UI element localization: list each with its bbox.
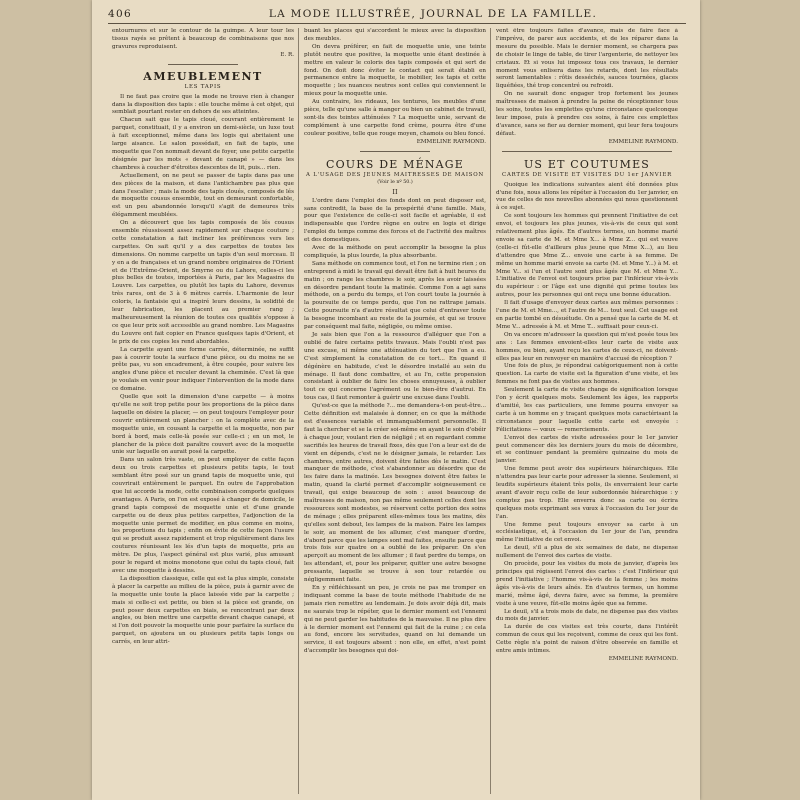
paragraph: Je sais bien que l'on a la ressource d'alléguer que l'on a oublié de faire certains petits travaux. Mais l'oubli n'est pas une excuse, ni même une atténuation du tort que l'on a eu. C'est simplement la constatation de ce tort... En quand il dégénère en habitude, c'est le désordre installé au sein du ménage. Il faut donc combattre, et au l'n, cette propension consistant à oublier de faire les choses ennuyeuses, à oublier tout ce qui concerne l'agrément ou le bien-être d'autrui. En tous cas, il faut remonter à guérir une excuse dans l'oubli. xyxy=(304,332,486,402)
author-signature: EMMELINE RAYMOND. xyxy=(608,655,678,662)
section-title-ameublement: AMEUBLEMENT xyxy=(143,69,263,83)
column-middle xyxy=(304,28,486,794)
paragraph: Quoique les indications suivantes aient été données plus d'une fois, nous allons les répéter à l'occasion du 1er janvier, en vue de celles de nos nouvelles abonnées qui nous questionnent à ce sujet. xyxy=(496,181,678,212)
paragraph: La durée de ces visites est très courte, dans l'intérêt commun de ceux qui les reçoivent, comme de ceux qui les font. Cette règle n'a point de raison d'être observée en famille et entre amis intimes. xyxy=(496,624,678,655)
paragraph: Seulement la carte de visite change de signification lorsque l'on y écrit quelques mots. Seulement les âges, les rapports d'amitié, les cas particuliers, une femme pourra envoyer sa carte à un homme en y traçant quelques mots caractérisant la circonstance pour laquelle cette carte est envoyée : Félicitations — vœux — remerciements. xyxy=(496,387,678,433)
paragraph: Actuellement, on ne peut se passer de tapis dans pas une des pièces de la maison, et dans l'antichambre pas plus que dans l'escalier ; mais la mode des tapis cloués, composés de lés de moquette cousus ensemble, tout en demeurant confortable, est un peu abandonnée lorsqu'il s'agit de demeures très élégamment meublées. xyxy=(112,172,294,219)
author-signature: EMMELINE RAYMOND. xyxy=(416,138,486,145)
column-divider xyxy=(298,28,299,794)
intro-signature: E. R. xyxy=(280,51,294,58)
paragraph: Dans un salon très vaste, on peut employer de cette façon deux ou trois carpettes et plusieurs petits tapis, le tout semblant être posé sur un grand tapis de moquette unie, qui couvrirait entièrement le parquet. En outre de l'approbation que lui accorde la mode, cette combinaison comporte quelques avantages. A Paris, on l'on est exposé à changer de domicile, le grand tapis composé de moquette unie et d'une grande carpette ou de deux plus petites carpettes, l'adjonction de la moquette unie permet de modifier, en plus comme en moins, les proportions du tapis ; enfin on évite de cette façon l'usure qui se produit assez rapidement et trop régulièrement dans les coutures réunissant les lés d'un tapis de moquette, pris au mètre. De plus, l'aspect général est plus varié, plus amusant pour le regard et moins monotone que celui du tapis cloué, fait avec une moquette à dessins. xyxy=(112,457,294,574)
paragraph: Une femme peut toujours envoyer sa carte à un ecclésiastique, et, à l'occasion du 1er jour de l'an, prendra même l'initiative de cet envoi. xyxy=(496,521,678,544)
paragraph: L'ordre dans l'emploi des fonds dont on peut disposer est, sans contredit, la base de la prospérité d'une famille. Mais, pour que l'existence de celle-ci soit facile et agréable, il est indispensable que l'ordre règne en outre en logis et dirige l'emploi du temps comme des forces et de l'activité des maîtres et des domestiques. xyxy=(304,197,486,244)
paragraph: Le deuil, s'il a plus de six semaines de date, ne dispense nullement de l'envoi des cartes de visite. xyxy=(496,545,678,560)
section-subtitle-maison: A L'USAGE DES JEUNES MAITRESSES DE MAISON xyxy=(305,171,485,178)
section-title-cours-de-menage: COURS DE MÉNAGE xyxy=(325,157,465,171)
section-separator xyxy=(502,151,672,152)
section-separator xyxy=(360,151,430,152)
paragraph: Une fois de plus, je répondrai catégoriquement non à cette question. La carte de visite est la figuration d'une visite, et les femmes ne font pas de visites aux hommes. xyxy=(496,363,678,386)
paragraph: On ne saurait donc engager trop fortement les jeunes maîtresses de maison à prendre la peine de réceptionner tous les soins, toutes les emplettes qu'une circonstance quelconque leur impose, puis à prendre ces soins, à faire ces emplettes d'avance, sans se fier au dernier moment, qui leur fera toujours défaut. xyxy=(496,91,678,137)
header-rule xyxy=(108,23,686,24)
column-divider xyxy=(490,28,491,794)
paragraph: Sans méthode on commence tout, et l'on ne termine rien ; on entreprend à midi le travail qui devait être fait à huit heures du matin ; on range les chambres le soir, après les avoir laissées en désordre pendant toute la matinée. Comme l'on a agi sans méthode, on a perdu du temps, et l'on court toute la journée à la poursuite de ce temps perdu, que l'on ne rattrape jamais. Cette poursuite n'a d'autre résultat que celui d'entraver toute la besogne incombant au reste de la journée, et qui se trouve par conséquent mal faite, négligée, ou même omise. xyxy=(304,260,486,331)
paragraph: Avec de la méthode on peut accomplir la besogne la plus compliquée, la plus lourde, la plus absorbante. xyxy=(304,245,486,259)
section-title-us-et-coutumes: US ET COUTUMES xyxy=(523,157,651,171)
paragraph: Il fait d'usage d'envoyer deux cartes aux mêmes personnes : l'une de M. et Mme..., et l'autre de M... tout seul. Cet usage est en partie tombé en désuétude. On a pensé que la carte de M. et Mme V... adressée à M. et Mme T... suffisait pour ceux-ci. xyxy=(496,300,678,330)
paragraph: Au contraire, les rideaux, les tentures, les meubles d'une pièce, telle qu'une salle à manger ou bien un cabinet de travail, sont-ils des teintes atténuées ? La moquette unie, servant de complément à une carpette fond crème, pourra être d'une couleur positive, telle que rouge moyen, chamois ou bleu foncé. xyxy=(304,99,486,137)
paragraph: Le deuil, s'il a trois mois de date, ne dispense pas des visites du mois de janvier. xyxy=(496,608,678,623)
paragraph: On procède, pour les visites du mois de janvier, d'après les principes qui régissent l'envoi des cartes : c'est l'inférieur qui prend l'initiative ; l'homme vis-à-vis de la femme ; les moins âgés vis-à-vis de leurs aînés. En d'autres termes, un homme marié, même âgé, devra faire, avec sa femme, la première visite à une veuve, fût-elle moins âgée que sa femme. xyxy=(496,561,678,607)
paragraph: La carpette ayant une forme carrée, déterminée, ne suffit pas à couvrir toute la surface d'une pièce, ou du moins ne se prête pas, vu son encadrement, à être coupée, pour suivre les angles d'une pièce et reculer devant la cheminée. C'est là que je voulais en venir pour indiquer l'intervention de la mode dans ce domaine. xyxy=(112,346,294,393)
column-right xyxy=(496,28,678,794)
page-number: 406 xyxy=(108,8,132,20)
section-subtitle-cartes: CARTES DE VISITE ET VISITES DU 1er JANVIER xyxy=(502,171,672,178)
section-subtitle-tapis: LES TAPIS xyxy=(184,83,222,90)
issue-note: (Voir le nº 50.) xyxy=(377,179,413,185)
author-signature: EMMELINE RAYMOND. xyxy=(608,138,678,145)
paragraph: Chacun sait que le tapis cloué, couvrant entièrement le parquet, constituait, il y a environ un demi-siècle, un luxe tout à fait exceptionnel, même dans les logis qui abritaient une large aisance. Le salon possédait, en fait de tapis, une moquette que l'on nommait devant de foyer, une petite carpette désignée par les mots « devant de canapé » — dans les chambres à coucher d'étroites descentes de lit, puis... rien. xyxy=(112,117,294,171)
paragraph: vent être toujours faites d'avance, mais de faire face à l'imprévu, de parer aux accidents, et de les réparer dans la mesure du possible. Mais le dernier moment, se chargera pas de choisir le linge de table, de tirer l'argenterie, de nettoyer les cristaux. Et si vous lui imposez tous ces travaux, le dernier moment vous enlisera dans les retards, dont les résultats seront lamentables : rôtis desséchés, sauces tournées, glaces liquéfiées, thé trop concentré ou refroidi. xyxy=(496,28,678,90)
column-left xyxy=(112,28,294,794)
section-separator xyxy=(168,64,238,65)
paragraph: On a découvert que les tapis composés de lés cousus ensemble réussissent assez rapidement sur chaque couture ; cette constatation a fait incliner les préférences vers les carpettes. On sait qu'il y a des carpettes de toutes les dimensions. On nomme carpette un tapis d'un seul morceau. Il y en a de françaises et un grand nombre originaires de l'Orient et de l'Extrême-Orient, de Smyrne ou du Lahore, celles-ci les plus belles de toutes, importées à Paris, par les Magasins du Louvre. Les carpettes, ou plutôt les tapis du Lahore, devenus très rares, ont de 3 à 6 mètres carrés. L'harmonie de leur coloris, la fantaisie qui a inspiré leurs dessins, la solidité de leur fabrication, les placent au premier rang ; malheureusement la réunion de toutes ces qualités s'oppose à ce que leur prix soit accessible au grand nombre. Les Magasins du Louvre ont fait copier en France quelques tapis d'Orient, et le prix de ces copies les rend abordables. xyxy=(112,220,294,345)
paragraph: Ce sont toujours les hommes qui prennent l'initiative de cet envoi, et toujours les plus jeunes, vis-à-vis de ceux qui sont relativement plus âgés. En d'autres termes, un homme marié envoie sa carte de M. et Mme X... à Mme Z... qui est veuve (celle-ci fût-elle d'ailleurs plus jeune que Mme X...), au lieu d'attendre que Mme Z... envoie une carte à sa femme. De même un homme marié envoie sa carte (M. et Mme Y...) à M. et Mme V... si l'un et l'autre sont plus âgés que M. et Mme Y... L'initiative de l'envoi est toujours prise par l'inférieur vis-à-vis du supérieur : or l'âge est une dignité qui prime toutes les autres, pour les personnes qui ont reçu une bonne éducation. xyxy=(496,213,678,299)
paragraph: Quelle que soit la dimension d'une carpette — à moins qu'elle ne soit trop petite pour les proportions de la pièce dans laquelle on désire la placer, — on peut toujours l'employer pour couvrir entièrement un plancher : on la complète avec de la moquette unie, en cousant la carpette et la moquette, non par bord à bord, mais celle-là posée sur celle-ci ; en un mot, le plancher de la pièce doit paraître couvert avec de la moquette unie sur laquelle on aurait posé la carpette. xyxy=(112,394,294,456)
paragraph: L'envoi des cartes de visite adressées pour le 1er janvier peut commencer dès les derniers jours du mois de décembre, et se continuer pendant la première quinzaine du mois de janvier. xyxy=(496,434,678,465)
paragraph: La disposition classique, celle qui est la plus simple, consiste à placer la carpette au milieu de la pièce, puis à garnir avec de la moquette unie toute la place laissée vide par la carpette ; mais si celle-ci est petite, ou bien si la pièce est grande, on peut poser deux carpettes en biais, se rencontrant par deux angles, ou bien mettre une carpette devant chaque canapé, et si l'on doit pouvoir la moquette unie pour parfaire la surface du parquet, on ajoutera un ou plusieurs petits tapis longs ou carrés, en leur attri- xyxy=(112,575,294,646)
page xyxy=(92,0,700,800)
page-header xyxy=(108,8,686,22)
paragraph: Une femme peut avoir des supérieurs hiérarchiques. Elle n'attendra pas leur carte pour adresser la sienne. Seulement, si leudits supérieurs étaient très polis, ils enverraient leur carte avant d'avoir reçu celle de leur subordonnée hiérarchique : y comptez pas trop. Elle enverra donc sa carte ou écrira quelques mots exprimant ses vœux à l'occasion du 1er jour de l'an. xyxy=(496,466,678,520)
paragraph: Qu'est-ce que la méthode ?... me demandera-t-on peut-être... Cette définition est malaisée à donner, en ce que la méthode est d'essences variable et immanquablement personnelle. Il faut la chercher et se la créer soi-même en ayant le soin d'obéir à chaque jour, voulant rien de négligé ; et en regardant comme sacrifiés les heures de travail fixes, dès que l'on a leur est de de vient en dépends, c'est ne le désigner jamais, le retarder. Les chambres, entre autres, doivent être faites dès le matin. C'est manquer de méthode, c'est s'abandonner au désordre que de les faire dans la matinée. Les besognes doivent être faites le matin, quand la clarté permet d'accomplir soigneusement ce travail, qui exige beaucoup de soin : aussi beaucoup de maîtresses de maison, non pas même seulement celles dont les ressources sont modestes, se réservent cette portion des soins de ménage ; elles préparent elles-mêmes tous les matins, dès qu'elles sont debout, les lampes de la maison. Faire les lampes le soir, au moment de les allumer, c'est manquer d'ordre, d'abord parce que les lampes sont mal faites, ensuite parce que trois fois sur quatre on a oublié de les préparer. On s'en aperçoit au moment de les allumer ; il faut perdre du temps, on les attendant, et, pour les préparer, quitter une autre besogne pressante, laquelle se trouve à son tour retardée ou négligemment faite. xyxy=(304,403,486,584)
paragraph: On devra préférer, en fait de moquette unie, une teinte plutôt neutre que positive, la moquette unie étant destinée à mettre en valeur le coloris des tapis composés et qui sert de fond. On doit donc éviter le contact qui serait établi en permanence entre la moquette, le mobilier, les tapis et cette moquette ; les nuances neutres sont celles qui conviennent le mieux pour la moquette unie. xyxy=(304,43,486,98)
paragraph: buant les places qui s'accordent le mieux avec la disposition des meubles. xyxy=(304,28,486,42)
running-title: LA MODE ILLUSTRÉE, JOURNAL DE LA FAMILLE. xyxy=(268,8,598,20)
intro-paragraph: entournures et sur le contour de la guimpe. A leur tour les tissus rayés se prêtent à beaucoup de combinaisons que nos gravures reproduisent. xyxy=(112,28,294,50)
paragraph: Il ne faut pas croire que la mode ne trouve rien à changer dans la disposition des tapis : elle touche même à cet objet, qui semblait pourtant rester en dehors de ses atteintes. xyxy=(112,93,294,116)
paragraph: En y réfléchissant un peu, je crois ne pas me tromper en indiquant comme la base de toute méthode l'habitude de ne jamais rien remettre au lendemain. Je dois avoir déjà dit, mais ne saurais trop le répéter, que le dernier moment est l'ennemi qui ne peut garder les habitudes de la mauvaise. Il ne plus dire à le dernier moment est l'ennemi qui fait de la ruine ; ce cela au fond, encore les servitudes, quand on lui demande un service, il est toujours absent : non elle, en effet, n'est point d'accomplir les besognes qui doi- xyxy=(304,585,486,655)
part-number: II xyxy=(392,187,398,196)
paragraph: On va encore m'adresser la question qui m'est posée tous les ans : Les femmes envoient-elles leur carte de visite aux hommes, ou bien, ayant reçu les cartes de ceux-ci, ne doivent-elles pas leur en renvoyer en manière d'accusé de réception ? xyxy=(496,331,678,362)
